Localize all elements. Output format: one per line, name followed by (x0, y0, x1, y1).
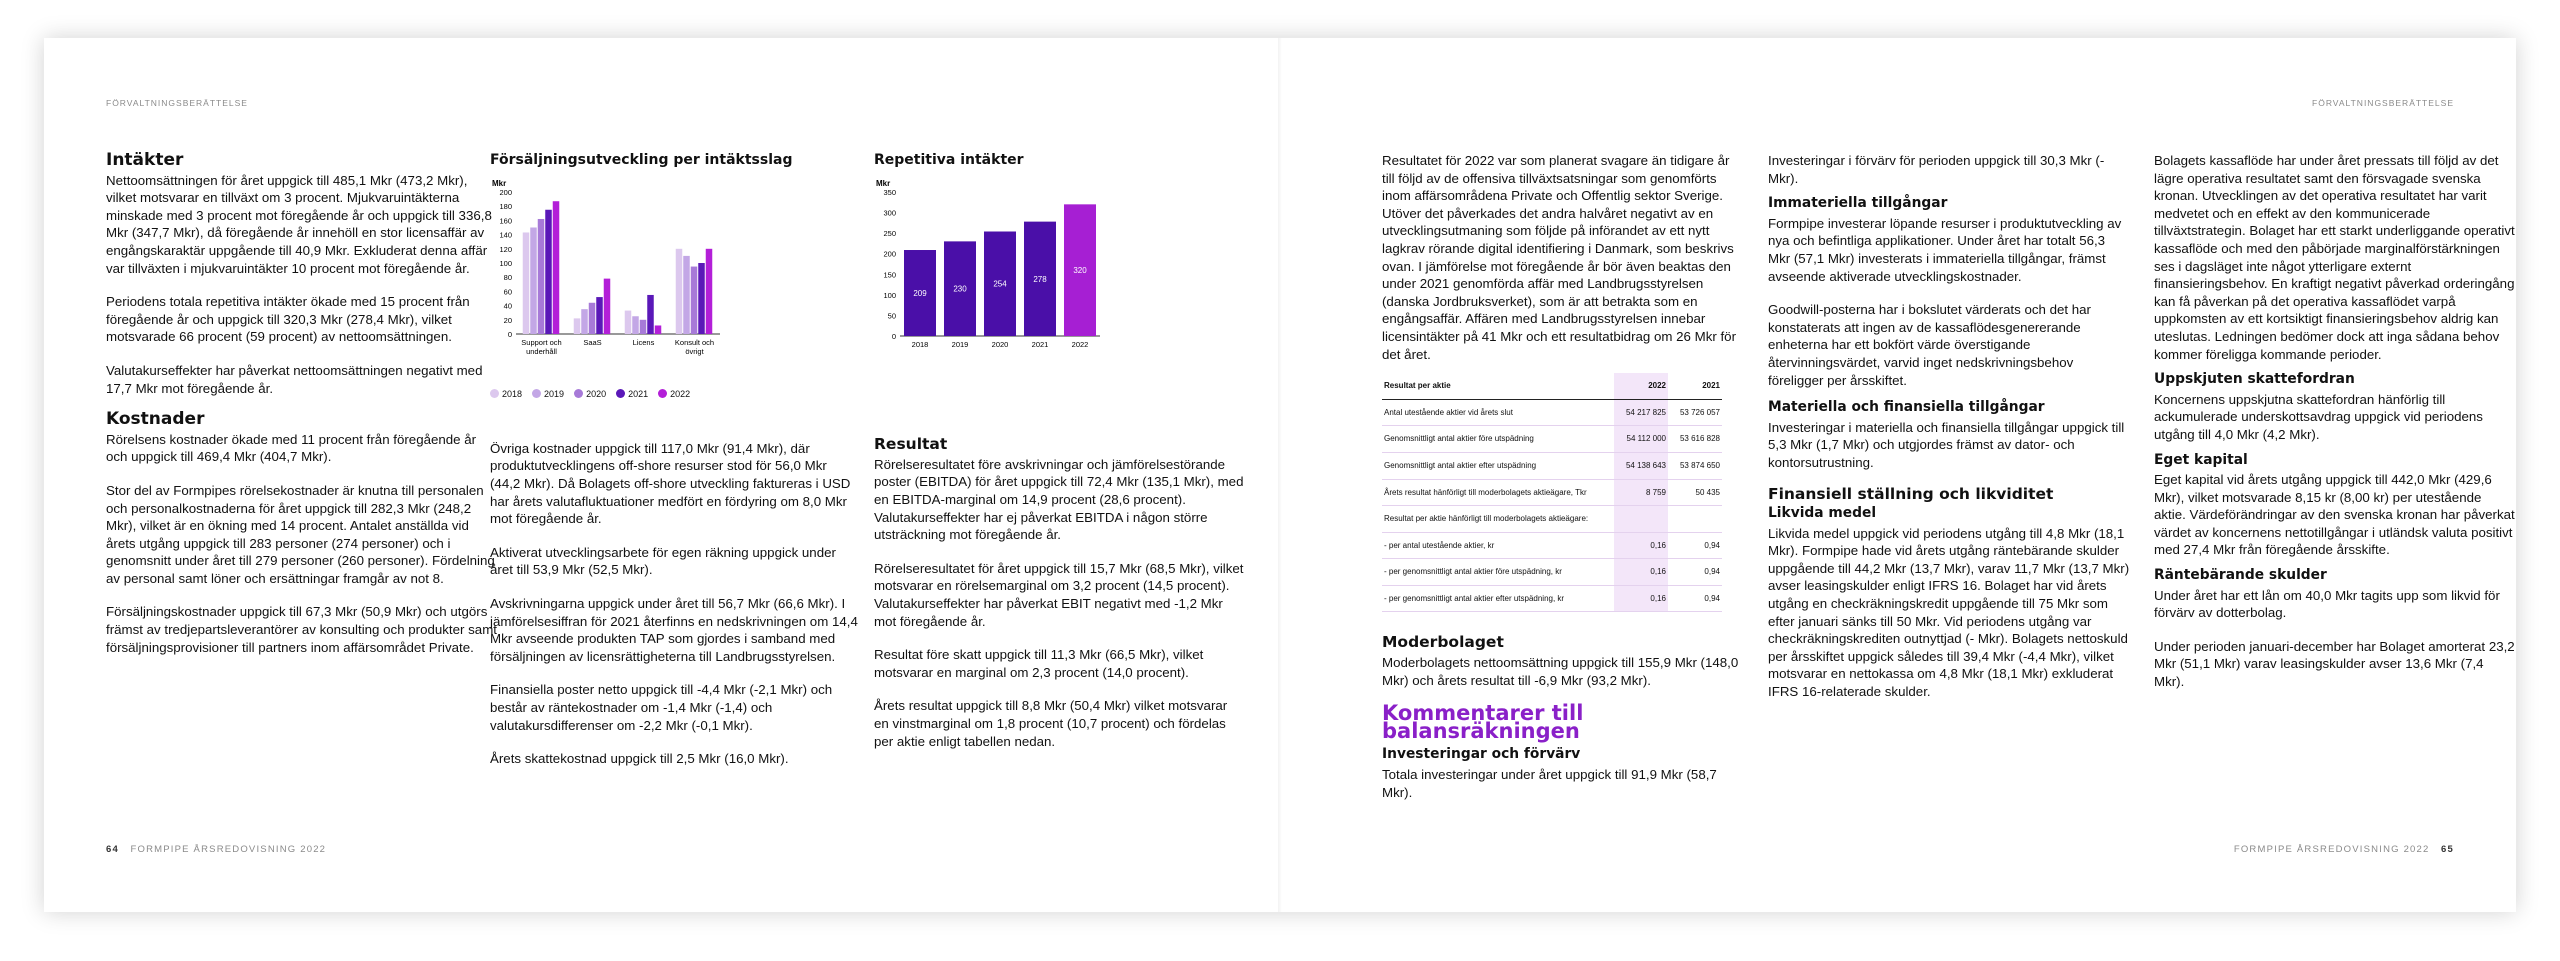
legend-label: 2019 (544, 389, 565, 400)
paragraph: Finansiella poster netto uppgick till -4,4 Mkr (-2,1 Mkr) och består av räntekostnader om -1,4 Mkr (-1,4) och valutakursdifferenser om -2,2 Mkr (-0,1 Mkr). (490, 682, 833, 733)
y-tick-label: 120 (499, 244, 512, 254)
bar-value-label: 209 (913, 288, 927, 298)
legend-swatch (616, 389, 625, 398)
y-tick-label: 150 (883, 269, 896, 279)
x-tick-label: Konsult och (674, 337, 715, 347)
heading-eget-kapital: Eget kapital (2154, 451, 2248, 468)
legend-item (532, 386, 564, 404)
heading-materiella: Materiella och finansiella tillgångar (1768, 399, 2045, 416)
table-cell-value (1668, 506, 1722, 533)
table-resultat-per-aktie (1382, 373, 1722, 612)
chart1-svg (490, 176, 730, 376)
y-tick-label: 80 (503, 272, 512, 282)
x-tick-label: Licens (632, 337, 655, 347)
table-row (1382, 532, 1722, 559)
legend-item (616, 386, 648, 404)
bar-2019 (530, 227, 537, 334)
bar-2019 (632, 316, 639, 334)
table-cell-label: - per genomsnittligt antal aktier efter utspädning, kr (1382, 585, 1614, 612)
chart-title: Försäljningsutveckling per intäktsslag (490, 152, 793, 168)
y-tick-label: 0 (507, 329, 512, 339)
heading-kostnader: Kostnader (106, 409, 205, 430)
page-65 (1280, 38, 2516, 912)
paragraph: Under året har ett lån om 40,0 Mkr tagits upp som likvid för förvärv av dotterbolag. (2154, 587, 2500, 621)
paragraph: Formpipe investerar löpande resurser i produktutveckling av nya och befintliga applikationer. Under året har totalt 56,3 Mkr (57,1 Mkr) investerats i immateriella tillgångar, främst avseende aktiverade utvecklingskostnader. (1768, 215, 2122, 284)
table-cell-value: 53 726 057 (1668, 399, 1722, 426)
table-cell-value: 0,94 (1668, 532, 1722, 559)
column-tillgangar (1768, 152, 2130, 717)
x-tick-label: Support och (521, 337, 562, 347)
heading-investeringar: Investeringar och förvärv (1382, 746, 1581, 763)
bar-2020 (538, 219, 545, 334)
y-tick-label: 100 (883, 290, 896, 300)
table-row (1382, 399, 1722, 426)
legend-label: 2022 (670, 389, 691, 400)
column-chart-forsaljning (490, 152, 860, 784)
table-row (1382, 506, 1722, 533)
y-tick-label: 20 (503, 315, 512, 325)
y-axis-label: Mkr (876, 178, 891, 188)
table-cell-value: 0,94 (1668, 585, 1722, 612)
heading-resultat: Resultat (874, 435, 948, 454)
paragraph: Investeringar i förvärv för perioden uppgick till 30,3 Mkr (- Mkr). (1768, 153, 2105, 186)
y-tick-label: 140 (499, 230, 512, 240)
legend-label: 2021 (628, 389, 649, 400)
y-tick-label: 180 (499, 201, 512, 211)
bar-2018 (625, 310, 632, 333)
bar-2018 (676, 248, 683, 333)
chart-title: Repetitiva intäkter (874, 152, 1024, 168)
paragraph: Årets resultat uppgick till 8,8 Mkr (50,4 Mkr) vilket motsvarar en vinstmarginal om 1,8 procent (10,7 procent) och fördelas per aktie enligt tabellen nedan. (874, 698, 1228, 749)
legend-swatch (532, 389, 541, 398)
bar-2018 (574, 318, 581, 334)
paragraph: Försäljningskostnader uppgick till 67,3 Mkr (50,9 Mkr) och utgörs främst av tredjepartsleverantörer av konsulting och produkter samt försäljningsprovisioner till partners inom affärsområdet Private. (106, 604, 497, 655)
paragraph: Övriga kostnader uppgick till 117,0 Mkr (91,4 Mkr), där produktutvecklingens off-shore resurser stod för 56,0 Mkr (44,2 Mkr). Då Bolagets off-shore utveckling faktureras i USD har årets valutafluktuationer medfört en fördyring om 8,0 Mkr mot föregående år. (490, 440, 851, 527)
column-kassaflode (2154, 152, 2516, 707)
footer-text: FORMPIPE ÅRSREDOVISNING 2022 (130, 844, 327, 855)
bar-2022 (553, 201, 560, 334)
table-cell-value: 0,16 (1614, 532, 1668, 559)
table-cell-value: 8 759 (1614, 479, 1668, 506)
y-tick-label: 60 (503, 286, 512, 296)
table-cell-label: Genomsnittligt antal aktier efter utspädning (1382, 452, 1614, 479)
bar-2019 (581, 309, 588, 334)
y-tick-label: 50 (887, 311, 896, 321)
table-cell-value: 54 217 825 (1614, 399, 1668, 426)
table-row (1382, 585, 1722, 612)
column-intakter-kostnader (106, 152, 498, 672)
heading-moderbolaget: Moderbolaget (1382, 633, 1504, 652)
page-number: 64 (106, 844, 119, 855)
paragraph: Resultat före skatt uppgick till 11,3 Mkr (66,5 Mkr), vilket motsvarar en marginal om 2,3 procent (14,0 procent). (874, 647, 1204, 680)
x-tick-label: 2021 (1031, 339, 1049, 349)
bar-2021 (647, 295, 654, 334)
table-cell-label: Genomsnittligt antal aktier före utspädning (1382, 426, 1614, 453)
bar-value-label: 320 (1073, 265, 1087, 275)
bar-2022 (655, 325, 662, 334)
y-tick-label: 350 (883, 187, 896, 197)
running-head: FÖRVALTNINGSBERÄTTELSE (2312, 98, 2454, 108)
table-cell-label: - per genomsnittligt antal aktier före utspädning, kr (1382, 559, 1614, 586)
table-row (1382, 479, 1722, 506)
paragraph: Totala investeringar under året uppgick till 91,9 Mkr (58,7 Mkr). (1382, 767, 1717, 800)
paragraph: Valutakurseffekter har påverkat nettoomsättningen negativt med 17,7 Mkr mot föregående år. (106, 362, 483, 396)
chart1-legend (490, 386, 860, 404)
legend-swatch (658, 389, 667, 398)
paragraph: Investeringar i materiella och finansiella tillgångar uppgick till 5,3 Mkr (1,7 Mkr) och utgjordes främst av dator- och kontorsutrustning. (1768, 419, 2125, 470)
chart2-svg (874, 176, 1114, 376)
legend-label: 2018 (502, 389, 523, 400)
chart-forsaljningsutveckling (490, 176, 860, 404)
chart-repetitiva-intakter (874, 176, 1244, 381)
table-cell-value (1614, 506, 1668, 533)
y-tick-label: 0 (891, 331, 896, 341)
paragraph: Goodwill-posterna har i bokslutet värderats och det har konstaterats att ingen av de kassaflödesgenererande enheterna har ett bokfört värde överstigande återvinningsvärdet, varvid inget nedskrivningsbehov föreligger per årsskiftet. (1768, 302, 2091, 388)
table-cell-value: 54 138 643 (1614, 452, 1668, 479)
y-axis-label: Mkr (492, 178, 507, 188)
table-row (1382, 426, 1722, 453)
x-tick-label: underhåll (526, 346, 557, 356)
x-tick-label: 2018 (911, 339, 929, 349)
x-tick-label: 2020 (991, 339, 1009, 349)
legend-swatch (490, 389, 499, 398)
y-tick-label: 160 (499, 215, 512, 225)
table-cell-label: Resultat per aktie hänförligt till moderbolagets aktieägare: (1382, 506, 1614, 533)
heading-intakter: Intäkter (106, 150, 184, 170)
annual-report-spread (44, 38, 2516, 912)
heading-likvida-medel: Likvida medel (1768, 505, 1877, 522)
paragraph: Nettoomsättningen för året uppgick till 485,1 Mkr (473,2 Mkr), vilket motsvarar en tillväxt om 3 procent. Mjukvaruintäkterna minskade med 3 procent mot föregående år och uppgick till 336,8 Mkr (347,7 Mkr), då föregående år innehöll en stor licensaffär av engångskaraktär uppgående till 40,9 Mkr. Exkluderat denna affär var tillväxten i mjukvaruintäkter 10 procent mot föregående år. (106, 172, 492, 276)
bar-2020 (589, 302, 596, 333)
table-row (1382, 452, 1722, 479)
legend-item (574, 386, 606, 404)
heading-immateriella: Immateriella tillgångar (1768, 195, 1948, 212)
paragraph: Resultatet för 2022 var som planerat svagare än tidigare år till följd av de offensiva tillväxtsatsningar som genomförts inom affärsområdena Private och Offentlig sektor Sverige. Utöver det påverkades det andra halvåret negativt av en utvecklingsutmaning som följde på införandet av ett nytt lagkrav rörande digital identifiering i Danmark, som beskrivs ovan. I jämförelse mot föregående år bör även beaktas den under 2021 genomförda affär med Landbrugsstyrelsen (danska Jordbruksverket), som är att betrakta som en engångsaffär. Affären med Landbrugsstyrelsen innebar licensintäkter på 41 Mkr och ett resultatbidrag om 26 Mkr för det året. (1382, 153, 1736, 362)
paragraph: Avskrivningarna uppgick under året till 56,7 Mkr (66,6 Mkr). I jämförelsesiffran för 2021 återfinns en nedskrivningen om 14,4 Mkr avseende produkten TAP som gjordes i samband med försäljningen av licensrättigheterna till Landbrugsstyrelsen. (490, 595, 858, 664)
paragraph: Eget kapital vid årets utgång uppgick till 442,0 Mkr (429,6 Mkr), vilket motsvarade 8,15 kr (8,00 kr) per utestående aktie. Värdeförändringar av den svenska kronan har påverkat värdet av koncernens nettotillgångar i utländsk valuta positivt med 27,4 Mkr från föregående årsskifte. (2154, 472, 2515, 558)
x-tick-label: 2019 (951, 339, 969, 349)
bar-2020 (691, 266, 698, 333)
paragraph: Rörelseresultatet för året uppgick till 15,7 Mkr (68,5 Mkr), vilket motsvarar en rörelsemarginal om 3,2 procent (14,5 procent). Valutakurseffekter har påverkat EBIT negativt med -1,2 Mkr mot föregående år. (874, 560, 1244, 629)
table-cell-value: 54 112 000 (1614, 426, 1668, 453)
table-row (1382, 559, 1722, 586)
column-chart-repetitiva (874, 152, 1244, 766)
bar-2021 (596, 297, 603, 334)
bar-2020 (640, 319, 647, 333)
table-cell-label: - per antal utestående aktier, kr (1382, 532, 1614, 559)
bar-2021 (698, 263, 705, 334)
x-tick-label: 2022 (1071, 339, 1089, 349)
y-tick-label: 200 (883, 249, 896, 259)
table-header-cell: 2022 (1614, 373, 1668, 399)
legend-item (658, 386, 690, 404)
paragraph: Aktiverat utvecklingsarbete för egen räkning uppgick under året till 53,9 Mkr (52,5 Mkr). (490, 544, 836, 578)
heading-skattefordran: Uppskjuten skattefordran (2154, 371, 2355, 388)
bar-2022 (604, 278, 611, 333)
paragraph: Moderbolagets nettoomsättning uppgick till 155,9 Mkr (148,0 Mkr) och årets resultat till -6,9 Mkr (93,2 Mkr). (1382, 655, 1739, 688)
y-tick-label: 200 (499, 187, 512, 197)
paragraph: Periodens totala repetitiva intäkter ökade med 15 procent från föregående år och uppgick till 320,3 Mkr (278,4 Mkr), vilket motsvarade 66 procent (59 procent) av nettoomsättningen. (106, 294, 470, 345)
table-cell-value: 0,94 (1668, 559, 1722, 586)
footer-right (2234, 844, 2454, 855)
y-tick-label: 100 (499, 258, 512, 268)
column-resultat-aktie (1382, 152, 1744, 817)
legend-swatch (574, 389, 583, 398)
table-cell-value: 0,16 (1614, 559, 1668, 586)
footer-left (106, 844, 326, 855)
bar-2018 (523, 232, 530, 334)
table-header-cell: 2021 (1668, 373, 1722, 399)
table-cell-value: 53 874 650 (1668, 452, 1722, 479)
legend-label: 2020 (586, 389, 607, 400)
bar-2019 (683, 255, 690, 333)
paragraph: Rörelsens kostnader ökade med 11 procent från föregående år och uppgick till 469,4 Mkr (404,7 Mkr). (106, 431, 477, 465)
table-cell-label: Antal utestående aktier vid årets slut (1382, 399, 1614, 426)
heading-kommentarer: Kommentarer till balansräkningen (1382, 701, 1584, 743)
running-head: FÖRVALTNINGSBERÄTTELSE (106, 98, 248, 108)
paragraph: Bolagets kassaflöde har under året pressats till följd av det lägre operativa resultatet samt den försvagade svenska kronan. Utvecklingen av det operativa resultatet har varit medvetet och en effekt av den kommunicerade tillväxtstrategin. Bolaget har ett starkt underliggande operativt kassaflöde och med den påbörjade marginalförstärkningen ses i dagsläget inte något ytterligare externt finansieringsbehov. En kraftigt negativt påverkad orderingång kan få påverkan på det operativa kassaflödet varpå uppkomsten av ett kortsiktigt finansieringsbehov aldrig kan uteslutas. Ledningen bedömer dock att inga sådana behov kommer föreligga kommande perioder. (2154, 153, 2515, 362)
table-cell-value: 50 435 (1668, 479, 1722, 506)
bar-2021 (545, 209, 552, 333)
table-header-cell: Resultat per aktie (1382, 373, 1614, 399)
legend-item (490, 386, 522, 404)
paragraph: Årets skattekostnad uppgick till 2,5 Mkr (16,0 Mkr). (490, 751, 789, 767)
paragraph: Likvida medel uppgick vid periodens utgång till 4,8 Mkr (18,1 Mkr). Formpipe hade vid årets utgång räntebärande skulder uppgående till 44,2 Mkr (13,7 Mkr), varav 11,7 Mkr (13,7 Mkr) avser leasingskulder enligt IFRS 16. Bolaget har vid årets utgång en checkräkningskredit uppgående till 75 Mkr som efter januari sänks till 50 Mkr. Vid periodens utgång var checkräkningskrediten outnyttjad (- Mkr). Bolagets nettoskuld per årsskiftet uppgick således till 39,4 Mkr (-4,4 Mkr), vilket motsvarar en nettokassa om 4,8 Mkr (18,1 Mkr) exkluderat IFRS 16-relaterade skulder. (1768, 525, 2130, 700)
table-header-row (1382, 373, 1722, 399)
heading-rantebarande: Räntebärande skulder (2154, 567, 2327, 584)
bar-value-label: 254 (993, 279, 1007, 289)
paragraph: Koncernens uppskjutna skattefordran hänförlig till ackumulerade underskottsavdrag uppgick vid periodens utgång till 4,0 Mkr (4,2 Mkr). (2154, 391, 2483, 442)
x-tick-label: övrigt (685, 346, 704, 356)
table-cell-value: 0,16 (1614, 585, 1668, 612)
y-tick-label: 300 (883, 208, 896, 218)
paragraph: Stor del av Formpipes rörelsekostnader är knutna till personalen och personalkostnaderna för året uppgick till 282,3 Mkr (248,2 Mkr), vilket är en ökning med 14 procent. Antalet anställda vid årets utgång uppgick till 283 personer (274 personer) och i genomsnitt under året till 279 personer (260 personer). Fördelning av personal samt löner och ersättningar framgår av not 8. (106, 482, 495, 586)
paragraph: Rörelseresultatet före avskrivningar och jämförelsestörande poster (EBITDA) för året uppgick till 72,4 Mkr (135,1 Mkr), med en EBITDA-marginal om 14,9 procent (28,6 procent). Valutakurseffekter har ej påverkat EBITDA i någon större utsträckning mot föregående år. (874, 456, 1244, 543)
heading-finansiell-stallning: Finansiell ställning och likviditet (1768, 484, 2054, 503)
bar-value-label: 230 (953, 284, 967, 294)
y-tick-label: 40 (503, 301, 512, 311)
page-64 (44, 38, 1280, 912)
bar-2022 (706, 248, 713, 333)
table-cell-label: Årets resultat hänförligt till moderbolagets aktieägare, Tkr (1382, 479, 1614, 506)
footer-text: FORMPIPE ÅRSREDOVISNING 2022 (2233, 844, 2430, 855)
bar-value-label: 278 (1033, 274, 1047, 284)
page-number: 65 (2441, 844, 2454, 855)
paragraph: Under perioden januari-december har Bolaget amorterat 23,2 Mkr (51,1 Mkr) varav leasingskulder avser 13,6 Mkr (7,4 Mkr). (2154, 638, 2515, 690)
table-cell-value: 53 616 828 (1668, 426, 1722, 453)
y-tick-label: 250 (883, 228, 896, 238)
x-tick-label: SaaS (583, 337, 602, 347)
